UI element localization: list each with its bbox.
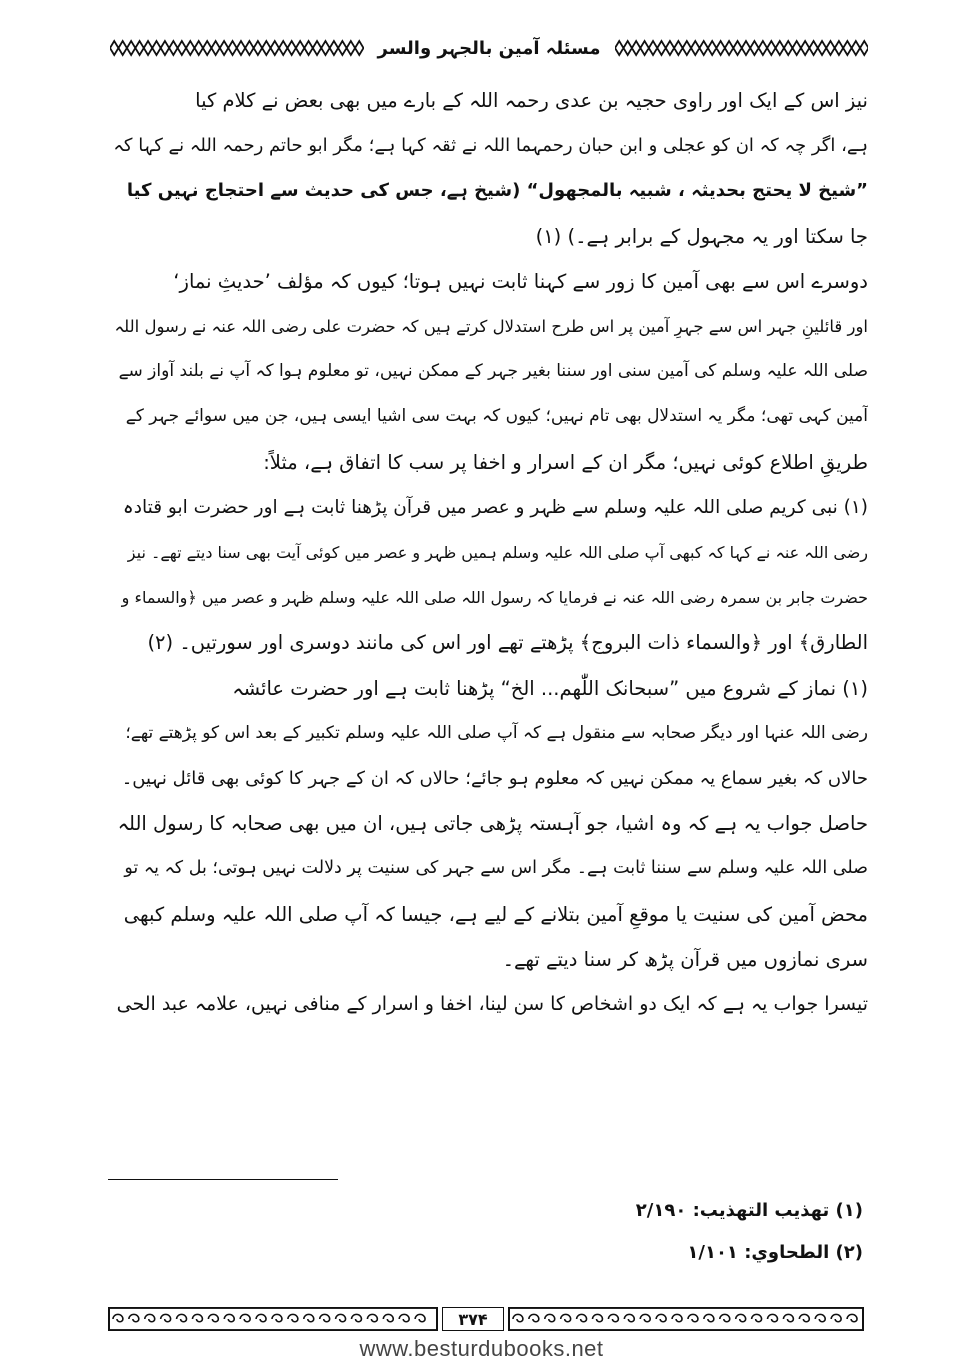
footer-ornament-left xyxy=(108,1307,438,1331)
footnote-separator xyxy=(108,1179,338,1180)
text-line: الطارق﴾ اور ﴿والسماء ذات البروج﴾ پڑھتے تھے اور اس کی مانند دوسری اور سورتیں۔ (۲) xyxy=(147,631,868,655)
header-ornament-left xyxy=(110,38,364,58)
text-line: نیز اس کے ایک اور راوی حجیہ بن عدی رحمہ اللہ کے بارے میں بھی بعض نے کلام کیا xyxy=(195,89,868,112)
header-ornament-right xyxy=(615,38,869,58)
text-line: حضرت جابر بن سمرہ رضی اللہ عنہ نے فرمایا کہ رسول اللہ صلی اللہ علیہ وسلم ظہر و عصر میں ﴿والسماء و xyxy=(121,588,868,608)
page-number: ۳۷۴ xyxy=(442,1307,504,1331)
running-header xyxy=(110,32,868,64)
text-line: تیسرا جواب یہ ہے کہ ایک دو اشخاص کا سن لینا، اخفا و اسرار کے منافی نہیں، علامہ عبد الحی xyxy=(116,993,868,1016)
text-line: محض آمین کی سنیت یا موقعِ آمین بتلانے کے لیے ہے، جیسا کہ آپ صلی اللہ علیہ وسلم کبھی xyxy=(123,902,868,926)
text-line: (۱) نبی کریم صلی اللہ علیہ وسلم سے ظہر و عصر میں قرآن پڑھنا ثابت ہے اور حضرت ابو قتادہ xyxy=(122,496,868,518)
page-footer xyxy=(108,1305,868,1333)
text-line: سری نمازوں میں قرآن پڑھ کر سنا دیتے تھے۔ xyxy=(502,947,868,971)
text-line: اور قائلینِ جہر اس سے جہرِ آمین پر اس طرح استدلال کرتے ہیں کہ حضرت علی رضی اللہ عنہ نے رسول اللہ xyxy=(114,317,868,337)
header-title: مسئلہ آمین بالجہر والسر xyxy=(377,37,601,59)
footer-ornament-right xyxy=(508,1307,864,1331)
footnote-1: (۱) تھذیب التھذیب: ۲/۱۹۰ xyxy=(635,1200,863,1221)
main-text xyxy=(108,78,868,1027)
text-line: دوسرے اس سے بھی آمین کا زور سے کہنا ثابت نہیں ہوتا؛ کیوں کہ مؤلف ’حدیثِ نماز‘ xyxy=(173,269,868,293)
text-line: حاصل جواب یہ ہے کہ وہ اشیا، جو آہستہ پڑھی جاتی ہیں، ان میں بھی صحابہ کا رسول اللہ xyxy=(117,812,868,836)
text-line: جا سکتا اور یہ مجہول کے برابر ہے۔) (۱) xyxy=(535,224,868,248)
text-line: رضی اللہ عنہا اور دیگر صحابہ سے منقول ہے کہ آپ صلی اللہ علیہ وسلم تکبیر کے بعد اس کو پڑھتے تھے؛ xyxy=(125,722,868,743)
text-line: رضی اللہ عنہ نے کہا کہ کبھی آپ صلی اللہ علیہ وسلم ہمیں ظہر و عصر میں کوئی آیت بھی سنا دیتے تھے۔ نیز xyxy=(127,543,868,563)
text-line: ”شیخ لا یحتج بحدیثہ ، شبیہ بالمجھول“ (شیخ ہے، جس کی حدیث سے احتجاج نہیں کیا xyxy=(126,180,868,202)
text-line: (۱) نماز کے شروع میں ”سبحانک اللّٰھم... الخ“ پڑھنا ثابت ہے اور حضرت عائشہ xyxy=(232,676,868,700)
website-watermark: www.besturdubooks.net xyxy=(359,1336,604,1361)
footnote-2: (۲) الطحاوي: ۱/۱۰۱ xyxy=(687,1242,863,1263)
text-line: صلی اللہ علیہ وسلم کی آمین سنی اور سننا بغیر جہر کے ممکن نہیں، تو معلوم ہوا کہ آپ نے بلند آواز سے xyxy=(118,361,868,382)
text-line: طریقِ اطلاع کوئی نہیں؛ مگر ان کے اسرار و اخفا پر سب کا اتفاق ہے، مثلاً: xyxy=(263,450,868,474)
text-line: ہے، اگر چہ کہ ان کو عجلی و ابن حبان رحمہما اللہ نے ثقہ کہا ہے؛ مگر ابو حاتم رحمہ اللہ نے کہا کہ xyxy=(113,135,868,157)
text-line: صلی اللہ علیہ وسلم سے سننا ثابت ہے۔ مگر اس سے جہر کی سنیت پر دلالت نہیں ہوتی؛ بل کہ یہ تو xyxy=(124,858,868,879)
text-line: آمین کہی تھی؛ مگر یہ استدلال بھی تام نہیں؛ کیوں کہ بہت سی اشیا ایسی ہیں، جن میں سوائے جہر کے xyxy=(125,406,868,427)
text-line: حالاں کہ بغیر سماع یہ ممکن نہیں کہ معلوم ہو جائے؛ حالاں کہ ان کے جہر کا کوئی بھی قائل نہیں۔ xyxy=(121,768,868,790)
